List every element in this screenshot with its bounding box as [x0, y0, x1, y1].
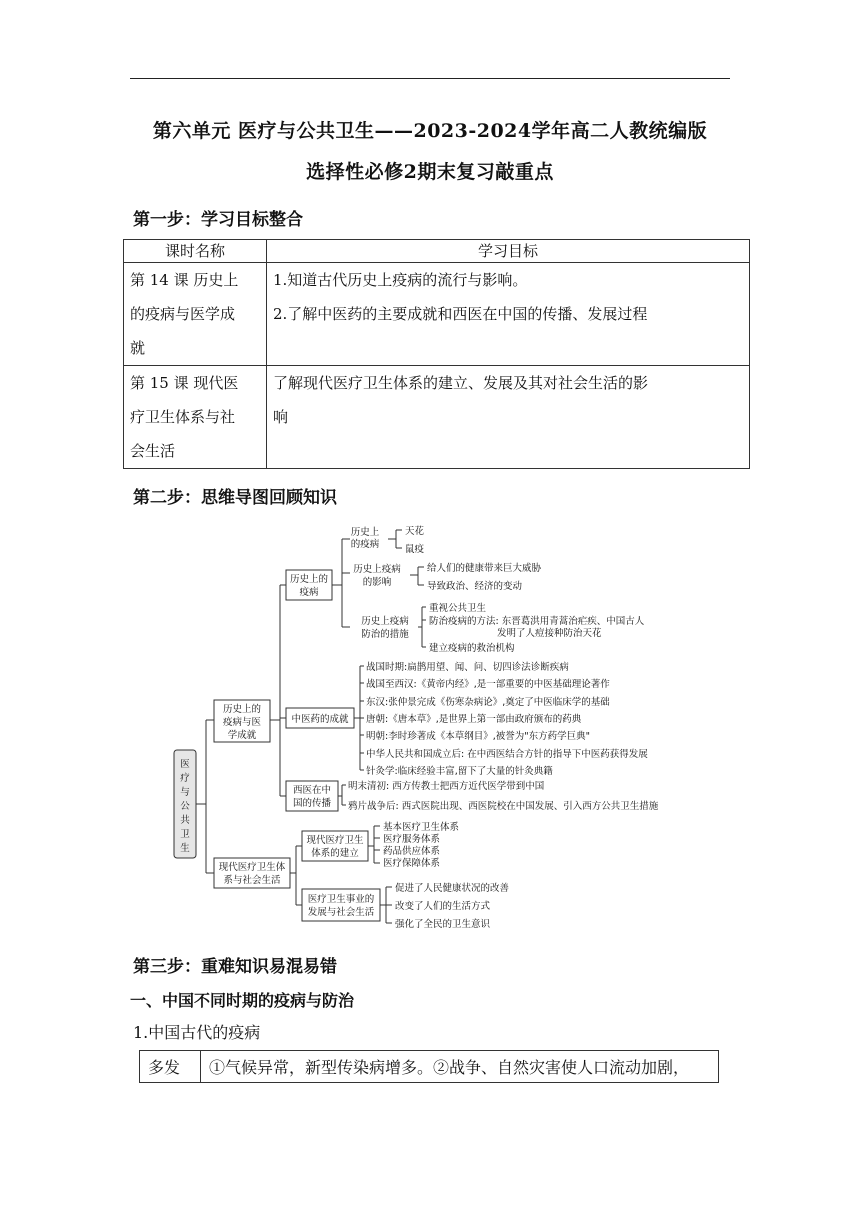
- b1b-label: 中医药的成就: [291, 714, 349, 725]
- b2b-connector: [380, 887, 392, 923]
- b1a2-item: 给人们的健康带来巨大威胁: [427, 563, 542, 574]
- b1a1-connector: [388, 530, 402, 548]
- b1a2-connector: [410, 567, 424, 585]
- branch1-label: 历史上的: [222, 704, 262, 715]
- page-title-line2: 选择性必修2期末复习敲重点: [306, 161, 554, 183]
- b1c-item: 明末清初: 西方传教士把西方近代医学带到中国: [348, 781, 545, 792]
- mindmap-root-char: 疗: [180, 773, 190, 784]
- b1a3-label: 历史上疫病: [361, 616, 409, 627]
- lesson-line: 的疫病与医学成: [130, 305, 236, 323]
- b1a3-item: 防治疫病的方法: 东晋葛洪用青蒿治疟疾、中国古人: [429, 616, 645, 627]
- ancient-epidemic-table: [139, 1050, 719, 1083]
- b1b-item: 明朝:李时珍著成《本草纲目》,被誉为"东方药学巨典": [366, 731, 590, 742]
- section1-heading: 一、中国不同时期的疫病与防治: [130, 991, 355, 1010]
- lesson-line: 就: [130, 339, 146, 357]
- b1a2-label: 的影响: [362, 577, 392, 588]
- b1a1-item: 天花: [405, 526, 425, 537]
- page-title-line1: 第六单元 医疗与公共卫生——2023-2024学年高二人教统编版: [152, 120, 708, 142]
- row-label: 多发: [140, 1051, 201, 1083]
- b1b-item: 针灸学:临床经验丰富,留下了大量的针灸典籍: [366, 766, 553, 777]
- b2a-item: 医疗服务体系: [383, 834, 441, 845]
- goal-line: 2.了解中医药的主要成就和西医在中国的传播、发展过程: [273, 305, 648, 323]
- b1a-label: 历史上的: [289, 574, 329, 585]
- b1a3-item: 建立疫病的救治机构: [429, 643, 515, 654]
- branch1-label: 学成就: [227, 730, 257, 741]
- b1a1-label: 历史上: [350, 527, 380, 538]
- goal-cell: [267, 366, 750, 469]
- step1-heading: 第一步：学习目标整合: [133, 210, 303, 230]
- top-rule: [130, 78, 730, 79]
- b1c-label: 西医在中: [292, 785, 332, 796]
- branch2-label: 系与社会生活: [223, 875, 281, 886]
- b1a3-connector: [418, 607, 426, 647]
- mindmap-root-char: 共: [180, 815, 190, 826]
- lesson-cell: [124, 263, 267, 366]
- root-connector: [196, 720, 214, 873]
- b1b-connector: [354, 666, 364, 770]
- lesson-line: 疗卫生体系与社: [130, 408, 236, 426]
- table-row: [124, 366, 750, 469]
- b2a-label: 现代医疗卫生: [306, 835, 364, 846]
- learning-goals-table: [123, 239, 750, 469]
- table-row: [124, 263, 750, 366]
- mindmap-root-char: 卫: [180, 829, 190, 840]
- b2b-label: 发展与社会生活: [307, 907, 375, 918]
- lesson-line: 第 14 课 历史上: [130, 271, 239, 289]
- header-goal: 学习目标: [267, 240, 750, 263]
- b1a1-item: 鼠疫: [405, 544, 425, 555]
- header-lesson: 课时名称: [124, 240, 267, 263]
- row-text: ①气候异常，新型传染病增多。②战争、自然灾害使人口流动加剧，: [201, 1051, 719, 1083]
- goal-line: 响: [273, 408, 289, 426]
- step2-heading: 第二步：思维导图回顾知识: [133, 488, 337, 508]
- b1a1-label: 的疫病: [350, 539, 380, 550]
- b1a2-item: 导致政治、经济的变动: [427, 581, 523, 592]
- b2a-connector: [368, 826, 380, 863]
- goal-line: 了解现代医疗卫生体系的建立、发展及其对社会生活的影: [273, 374, 649, 392]
- b1c-item: 鸦片战争后: 西式医院出现、西医院校在中国发展、引入西方公共卫生措施: [348, 801, 659, 812]
- b1b-item: 中华人民共和国成立后: 在中西医结合方针的指导下中医药获得发展: [366, 749, 648, 760]
- table-header-row: [124, 240, 750, 263]
- branch2-label: 现代医疗卫生体: [218, 862, 286, 873]
- mindmap-root-char: 公: [180, 801, 190, 812]
- b1c-label: 国的传播: [292, 798, 332, 809]
- b1b-item: 唐朝:《唐本草》,是世界上第一部由政府颁布的药典: [366, 714, 582, 725]
- lesson-line: 第 15 课 现代医: [130, 374, 239, 392]
- b1b-item: 战国至西汉:《黄帝内经》,是一部重要的中医基础理论著作: [366, 679, 610, 690]
- b2a-label: 体系的建立: [311, 848, 359, 859]
- branch2-connector: [290, 846, 302, 905]
- goal-line: 1.知道古代历史上疫病的流行与影响。: [273, 271, 528, 289]
- b1c-connector: [338, 785, 346, 805]
- branch1-label: 疫病与医: [222, 717, 262, 728]
- mind-map: [170, 515, 670, 935]
- branch1-connector: [270, 585, 286, 796]
- b1a3-item: 发明了人痘接种防治天花: [497, 628, 602, 639]
- lesson-cell: [124, 366, 267, 469]
- b1a2-label: 历史上疫病: [353, 564, 401, 575]
- b1b-item: 战国时期:扁鹊用望、闻、问、切四诊法诊断疾病: [366, 662, 569, 673]
- goal-cell: [267, 263, 750, 366]
- mindmap-root-char: 与: [180, 787, 190, 798]
- b2a-item: 药品供应体系: [383, 846, 441, 857]
- step3-heading: 第三步：重难知识易混易错: [133, 957, 337, 977]
- table-row: [140, 1051, 719, 1083]
- b2b-label: 医疗卫生事业的: [307, 894, 375, 905]
- b2b-item: 强化了全民的卫生意识: [395, 919, 491, 930]
- b1a3-label: 防治的措施: [361, 629, 409, 640]
- b2a-item: 医疗保障体系: [383, 858, 441, 869]
- mindmap-root-char: 生: [180, 843, 190, 854]
- b2b-item: 改变了人们的生活方式: [395, 901, 491, 912]
- b1a3-item: 重视公共卫生: [429, 603, 487, 614]
- b2a-item: 基本医疗卫生体系: [383, 822, 460, 833]
- b1a-connector: [332, 539, 350, 627]
- b1a-label: 疫病: [299, 587, 319, 598]
- lesson-line: 会生活: [130, 442, 176, 460]
- sub1-heading: 1.中国古代的疫病: [133, 1023, 261, 1042]
- b2b-item: 促进了人民健康状况的改善: [395, 883, 510, 894]
- b1b-item: 东汉:张仲景完成《伤寒杂病论》,奠定了中医临床学的基础: [366, 697, 610, 708]
- mindmap-root-char: 医: [180, 759, 190, 770]
